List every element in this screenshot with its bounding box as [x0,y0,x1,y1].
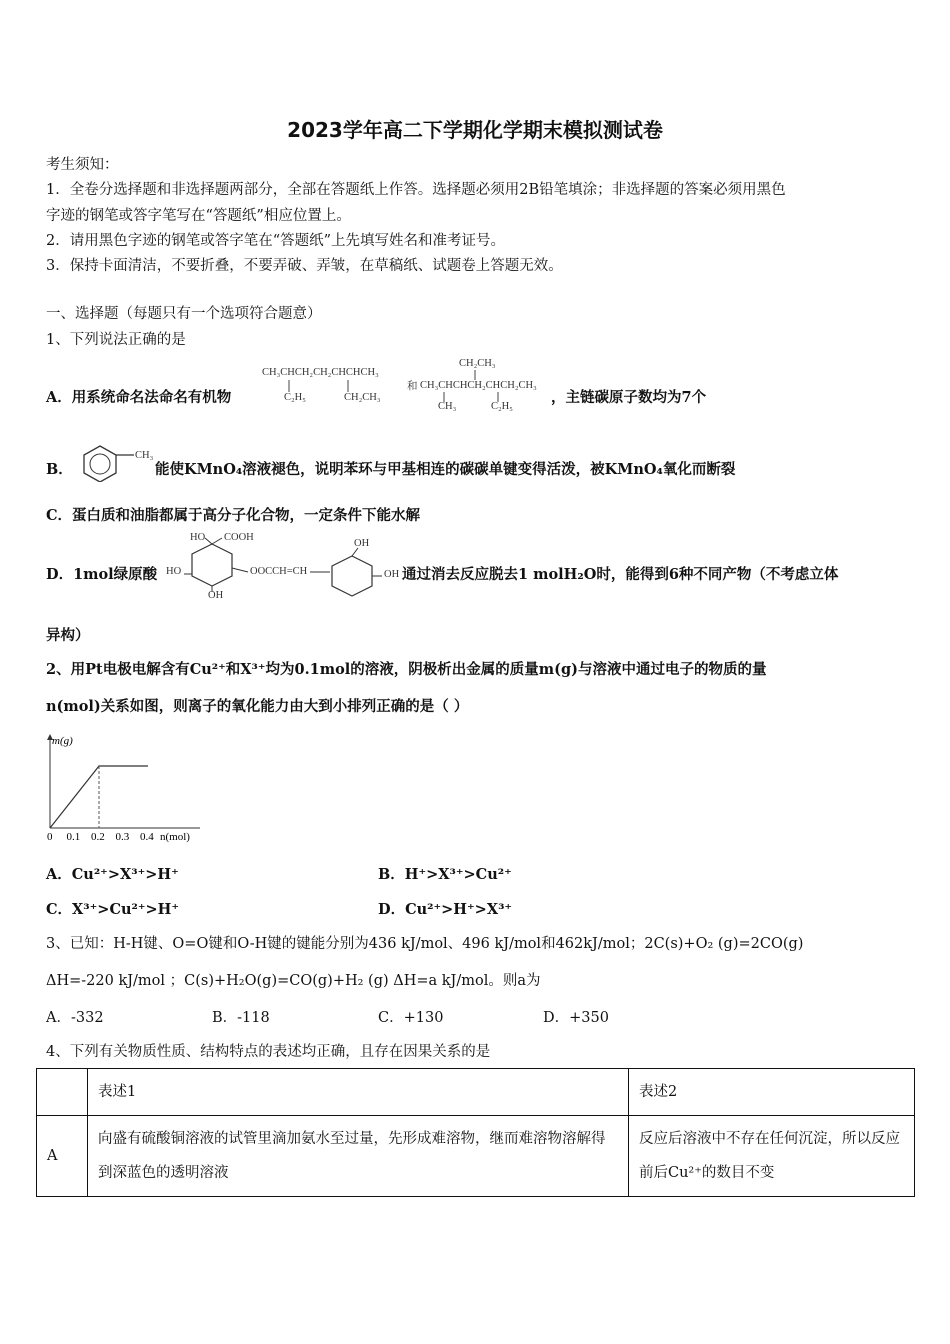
q1-a-prefix: A．用系统命名法命名有机物 [46,389,232,406]
notice-heading: 考生须知： [46,157,119,173]
q1-a-struct1-sub1: C₂H₅ [284,392,306,403]
q4-table [36,1068,915,1197]
d-struct-chain: OOCCH=CH [250,566,308,577]
q2-line-2: n(mol)关系如图，则离子的氧化能力由大到小排列正确的是（ ） [46,698,469,715]
q1-a-struct2-sub1: CH₃ [438,401,457,412]
q1-option-c: C．蛋白质和油脂都属于高分子化合物，一定条件下能水解 [46,507,421,524]
d-struct-ho2: HO [166,566,182,577]
q1-option-a [46,386,231,407]
q4-stem: 4、下列有关物质性质、结构特点的表述均正确，且存在因果关系的是 [46,1044,491,1060]
q1-a-struct2-main: CH₃CHCHCH₂CHCH₂CH₃ [420,380,537,391]
table-cell: 反应后溶液中不存在任何沉淀，所以反应前后Cu²⁺的数目不变 [629,1116,915,1197]
q1-a-struct1-sub2: CH₂CH₃ [344,392,381,403]
table-cell: 向盛有硫酸铜溶液的试管里滴加氨水至过量，先形成难溶物，继而难溶物溶解得到深蓝色的透明溶液 [88,1116,629,1197]
q2-line-1: 2、用Pt电极电解含有Cu²⁺和X³⁺均为0.1mol的溶液，阴极析出金属的质量m(g)与溶液中通过电子的物质的量 [46,661,767,678]
d-struct-oh-top: OH [354,538,370,549]
notice-item-1: 1．全卷分选择题和非选择题两部分，全部在答题纸上作答。选择题必须用2B铅笔填涂；非选择题的答案必须用黑色 [46,182,786,198]
q1-option-d-suffix: 通过消去反应脱去1 molH₂O时，能得到6种不同产物（不考虑立体 [402,566,839,583]
d-struct-cooh: COOH [224,532,254,543]
q1-option-d-cont: 异构） [46,627,90,644]
x-tick-label: 0.3 [115,831,130,843]
q3-option-d: D．+350 [543,1010,609,1026]
q3-line-1: 3、已知：H-H键、O=O键和O-H键的键能分别为436 kJ/mol、496 kJ/mol和462kJ/mol；2C(s)+O₂ (g)=2CO(g) [46,936,804,952]
q2-chart [40,728,210,846]
notice-item-1-cont: 字迹的钢笔或答字笔写在“答题纸”相应位置上。 [46,208,351,224]
q1-a-struct1-bonds [262,378,412,394]
q1-a-and: 和 [407,381,418,392]
q1-stem: 1、下列说法正确的是 [46,332,186,348]
q1-option-d-prefix: D．1mol绿原酸 [46,566,158,583]
x-tick-label: 0.4 [140,831,154,843]
q2-option-a: A．Cu²⁺>X³⁺>H⁺ [46,866,179,883]
d-struct-ho1: HO [190,532,206,543]
x-tick-label: 0.2 [91,831,105,843]
q1-option-b-text: 能使KMnO₄溶液褪色，说明苯环与甲基相连的碳碳单键变得活泼，被KMnO₄氧化而断裂 [155,461,736,478]
table-header-cell: 表述1 [88,1069,629,1116]
q1-b-methyl: CH₃ [135,450,154,461]
table-header-cell [37,1069,88,1116]
d-struct-oh-right: OH [384,569,400,580]
table-cell-label: A [37,1116,88,1197]
q3-option-b: B．-118 [212,1010,270,1026]
q1-a-struct2-top: CH₂CH₃ [459,358,496,369]
table-row [37,1116,915,1197]
y-axis-label: m(g) [52,735,73,747]
notice-item-2: 2．请用黑色字迹的钢笔或答字笔在“答题纸”上先填写姓名和准考证号。 [46,233,506,249]
q1-a-struct2-sub2: C₂H₅ [491,401,513,412]
x-tick-label: 0 [47,831,53,843]
toluene-structure-icon [76,442,156,482]
table-header-cell: 表述2 [629,1069,915,1116]
table-header-row [37,1069,915,1116]
q3-line-2: ΔH=-220 kJ/mol ；C(s)+H₂O(g)=CO(g)+H₂ (g) ΔH=a kJ/mol。则a为 [46,973,541,989]
q1-option-b-label: B． [46,461,73,478]
q1-a-struct2-bonds [420,370,570,404]
x-axis-label: n(mol) [160,831,190,843]
q3-option-c: C．+130 [378,1010,444,1026]
q2-option-b: B．H⁺>X³⁺>Cu²⁺ [378,866,512,883]
section-heading: 一、选择题（每题只有一个选项符合题意） [46,306,322,322]
q1-a-suffix: ，主链碳原子数均为7个 [551,389,707,406]
page-title: 2023学年高二下学期化学期末模拟测试卷 [287,118,663,142]
notice-item-3: 3．保持卡面清洁，不要折叠，不要弄破、弄皱，在草稿纸、试题卷上答题无效。 [46,258,563,274]
q2-option-d: D．Cu²⁺>H⁺>X³⁺ [378,901,513,918]
q3-option-a: A．-332 [46,1010,104,1026]
q1-a-struct1-main: CH₃CHCH₂CH₂CHCHCH₃ [262,367,379,378]
x-tick-label: 0.1 [66,831,81,843]
q2-option-c: C．X³⁺>Cu²⁺>H⁺ [46,901,180,918]
d-struct-oh-bottom: OH [208,590,224,601]
